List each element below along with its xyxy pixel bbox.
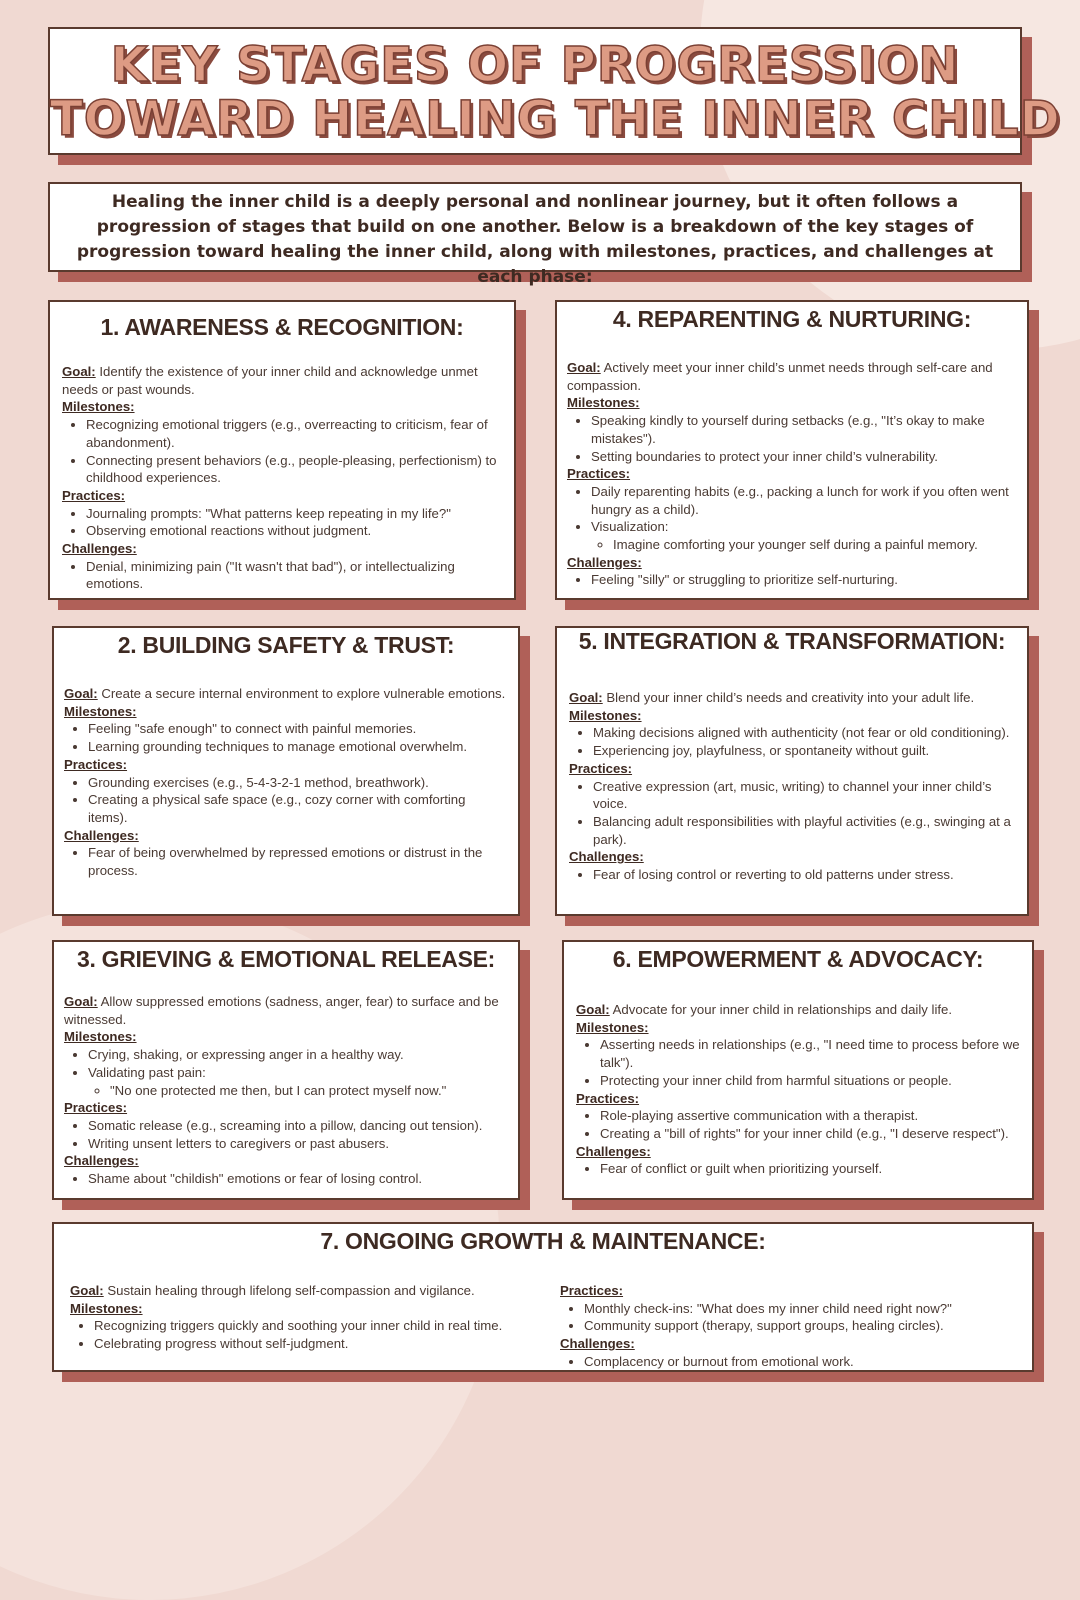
goal-label: Goal: [64,686,98,701]
list-item: • Connecting present behaviors (e.g., people-pleasing, perfectionism) to childhood experiences. [86,452,502,487]
milestones-label-line [64,1028,508,1046]
list-item: • Complacency or burnout from emotional work. [584,1353,1010,1371]
list-item: • Community support (therapy, support groups, healing circles). [584,1317,1010,1335]
sub-list-item: ◦ Imagine comforting your younger self during a painful memory. [613,536,1017,554]
list-item: • Shame about "childish" emotions or fear of losing control. [88,1170,508,1188]
stage-body [64,685,508,880]
list-item: • Balancing adult responsibilities with playful activities (e.g., swinging at a park). [593,813,1015,848]
bullet-list [62,558,502,593]
milestones-label: Milestones: [64,703,137,719]
bullet-list [569,778,1015,849]
list-item: • Experiencing joy, playfulness, or spontaneity without guilt. [593,742,1015,760]
stage-heading: 5. INTEGRATION & TRANSFORMATION: [578,628,1006,654]
milestones-label: Milestones: [567,395,640,411]
stage-card-2 [52,626,520,916]
list-item: • Speaking kindly to yourself during setbacks (e.g., "It’s okay to make mistakes"). [591,412,1017,447]
list-item: • Fear of conflict or guilt when prioritizing yourself. [600,1160,1020,1178]
stage-body [569,689,1015,884]
list-item: • Feeling "safe enough" to connect with painful memories. [88,720,508,738]
bullet-list [560,1300,1010,1335]
challenges-label-line [62,540,502,558]
goal-label: Goal: [62,364,96,379]
practices-label: Practices: [62,487,126,503]
list-item: • Creating a physical safe space (e.g., cozy corner with comforting items). [88,791,508,826]
goal-label: Goal: [576,1002,610,1017]
list-item: • Monthly check-ins: "What does my inner child need right now?" [584,1300,1010,1318]
bullet-list [64,774,508,827]
intro-box [48,182,1022,287]
list-item: • Crying, shaking, or expressing anger in a healthy way. [88,1046,508,1064]
list-item: • Setting boundaries to protect your inner child’s vulnerability. [591,448,1017,466]
stage-body-left [70,1282,540,1353]
milestones-label: Milestones: [569,707,642,723]
milestones-label: Milestones: [70,1300,143,1316]
list-item: • Visualization: ◦ Imagine comforting your younger self during a painful memory. [591,518,1017,553]
challenges-label-line [560,1335,1010,1353]
list-item: • Recognizing emotional triggers (e.g., overreacting to criticism, fear of abandonment). [86,416,502,451]
goal-line [576,1001,1020,1019]
stage-heading: 6. EMPOWERMENT & ADVOCACY: [612,946,984,972]
bullet-list [567,483,1017,554]
list-item: • Observing emotional reactions without judgment. [86,522,502,540]
list-item: • Learning grounding techniques to manage emotional overwhelm. [88,738,508,756]
stage-body [64,993,508,1188]
bullet-list [576,1160,1020,1178]
bullet-list [64,844,508,879]
goal-text: Create a secure internal environment to explore vulnerable emotions. [101,686,506,701]
challenges-label: Challenges: [64,827,139,843]
milestones-label: Milestones: [62,399,135,415]
challenges-label-line [576,1143,1020,1161]
bullet-list [569,724,1015,759]
bullet-list [567,571,1017,589]
stage-body-right [560,1282,1010,1371]
goal-line [569,689,1015,707]
list-item: • Fear of being overwhelmed by repressed emotions or distrust in the process. [88,844,508,879]
bullet-list [567,412,1017,465]
challenges-label: Challenges: [569,849,644,865]
challenges-label: Challenges: [64,1153,139,1169]
practices-label: Practices: [64,756,128,772]
practices-label-line [64,756,508,774]
goal-line [567,359,1017,394]
milestones-label: Milestones: [576,1019,649,1035]
bullet-list [62,505,502,540]
list-item: • Creating a "bill of rights" for your inner child (e.g., "I deserve respect"). [600,1125,1020,1143]
stage-body [576,1001,1020,1178]
list-item: • Making decisions aligned with authenticity (not fear or old conditioning). [593,724,1015,742]
goal-line [62,363,502,398]
goal-line [64,993,508,1028]
stage-card-5 [555,626,1029,916]
stage-card-4 [555,300,1029,600]
practices-label: Practices: [64,1100,128,1116]
bullet-list [576,1107,1020,1142]
list-item: • Asserting needs in relationships (e.g., "I need time to process before we talk"). [600,1036,1020,1071]
stage-card-6 [562,940,1034,1200]
challenges-label: Challenges: [567,554,642,570]
practices-label-line [569,760,1015,778]
bullet-list [64,1046,508,1099]
stage-heading: 2. BUILDING SAFETY & TRUST: [117,632,455,658]
bullet-list [576,1036,1020,1089]
list-item: • Validating past pain: ◦ "No one protected me then, but I can protect myself now." [88,1064,508,1099]
bullet-list [560,1353,1010,1371]
practices-label-line [64,1099,508,1117]
stage-heading: 7. ONGOING GROWTH & MAINTENANCE: [320,1228,766,1254]
practices-label: Practices: [560,1283,624,1298]
goal-line [64,685,508,703]
list-item: • Denial, minimizing pain ("It wasn't that bad"), or intellectualizing emotions. [86,558,502,593]
list-item: • Journaling prompts: "What patterns keep repeating in my life?" [86,505,502,523]
stage-card-3 [52,940,520,1200]
title-banner [48,27,1061,155]
goal-label: Goal: [70,1283,104,1298]
bullet-list [569,866,1015,884]
sub-list-item: ◦ "No one protected me then, but I can protect myself now." [110,1082,508,1100]
list-item: • Creative expression (art, music, writing) to channel your inner child’s voice. [593,778,1015,813]
goal-text: Blend your inner child’s needs and creativity into your adult life. [606,690,975,705]
goal-label: Goal: [567,360,601,375]
practices-label: Practices: [567,466,631,482]
goal-text: Advocate for your inner child in relationships and daily life. [612,1002,953,1017]
stage-card-7 [52,1222,1034,1372]
bullet-list [64,1170,508,1188]
list-item: • Grounding exercises (e.g., 5-4-3-2-1 method, breathwork). [88,774,508,792]
stage-body [62,363,502,593]
list-item: • Recognizing triggers quickly and soothing your inner child in real time. [94,1317,540,1335]
milestones-label-line [70,1300,540,1318]
goal-label: Goal: [569,690,603,705]
milestones-label-line [64,703,508,721]
practices-label: Practices: [576,1090,640,1106]
goal-line [70,1282,540,1300]
stage-card-1 [48,300,516,600]
practices-label: Practices: [569,760,633,776]
milestones-label-line [567,394,1017,412]
stage-heading: 3. GRIEVING & EMOTIONAL RELEASE: [76,946,496,972]
list-item: • Somatic release (e.g., screaming into a pillow, dancing out tension). [88,1117,508,1135]
goal-text: Actively meet your inner child’s unmet needs through self-care and compassion. [567,360,993,393]
stage-heading: 1. AWARENESS & RECOGNITION: [100,314,464,340]
challenges-label: Challenges: [576,1143,651,1159]
list-item: • Celebrating progress without self-judgment. [94,1335,540,1353]
practices-label-line [576,1090,1020,1108]
bullet-list [64,1117,508,1152]
sub-bullet-list [591,536,1017,554]
challenges-label-line [567,554,1017,572]
stage-body [567,359,1017,589]
milestones-label-line [576,1019,1020,1037]
list-item: • Feeling "silly" or struggling to prioritize self-nurturing. [591,571,1017,589]
bullet-list [70,1317,540,1352]
bullet-list [64,720,508,755]
challenges-label: Challenges: [560,1336,635,1352]
stage-heading: 4. REPARENTING & NURTURING: [612,306,972,332]
milestones-label: Milestones: [64,1029,137,1045]
challenges-label-line [64,827,508,845]
goal-text: Sustain healing through lifelong self-compassion and vigilance. [107,1283,475,1298]
challenges-label: Challenges: [62,541,137,557]
milestones-label-line [62,398,502,416]
title-line-2: TOWARD HEALING THE INNER CHILD [50,91,1061,147]
challenges-label-line [569,848,1015,866]
intro-text: Healing the inner child is a deeply personal and nonlinear journey, but it often follows a progression of stages that build on one another. Below is a breakdown of the key stages of progression toward healing the inner child, along with milestones, practices, and challenges at each phase: [76,192,994,287]
goal-text: Identify the existence of your inner child and acknowledge unmet needs or past wounds. [62,364,478,397]
goal-text: Allow suppressed emotions (sadness, anger, fear) to surface and be witnessed. [64,994,499,1027]
goal-label: Goal: [64,994,98,1009]
milestones-label-line [569,707,1015,725]
bullet-list [62,416,502,487]
list-item: • Protecting your inner child from harmful situations or people. [600,1072,1020,1090]
title-line-1: KEY STAGES OF PROGRESSION [110,37,960,93]
practices-label-line [560,1282,1010,1300]
practices-label-line [62,487,502,505]
list-item: • Fear of losing control or reverting to old patterns under stress. [593,866,1015,884]
sub-bullet-list [88,1082,508,1100]
challenges-label-line [64,1152,508,1170]
practices-label-line [567,465,1017,483]
list-item: • Writing unsent letters to caregivers or past abusers. [88,1135,508,1153]
list-item: • Daily reparenting habits (e.g., packing a lunch for work if you often went hungry as a child). [591,483,1017,518]
list-item: • Role-playing assertive communication with a therapist. [600,1107,1020,1125]
